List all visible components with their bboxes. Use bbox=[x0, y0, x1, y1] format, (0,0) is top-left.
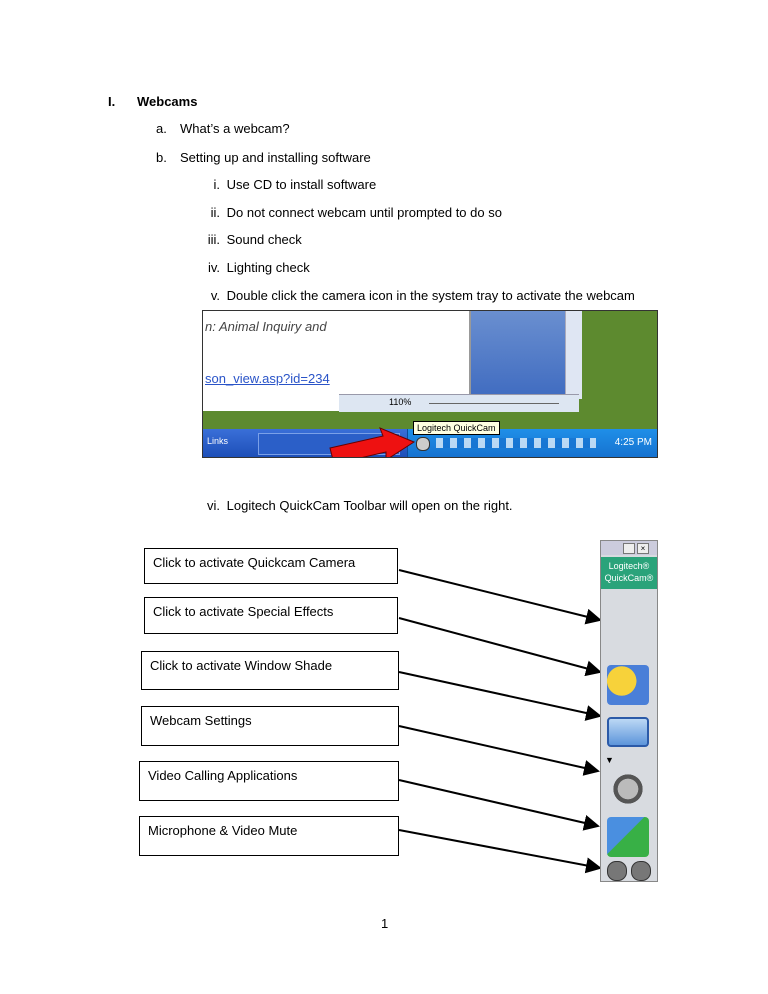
minimize-icon[interactable] bbox=[623, 543, 635, 554]
callout-window-shade: Click to activate Window Shade bbox=[141, 651, 399, 690]
zoom-level: 110% bbox=[389, 397, 412, 407]
list-item: i. Use CD to install software bbox=[213, 177, 377, 192]
gear-icon[interactable] bbox=[607, 769, 649, 809]
doc-text: n: Animal Inquiry and bbox=[205, 319, 327, 334]
expand-icon[interactable]: ▼ bbox=[605, 755, 614, 765]
quickcam-camera-button[interactable] bbox=[607, 611, 649, 651]
tooltip: Logitech QuickCam bbox=[413, 421, 500, 435]
callout-camera: Click to activate Quickcam Camera bbox=[144, 548, 398, 584]
callout-settings: Webcam Settings bbox=[141, 706, 399, 746]
window-shade-button[interactable] bbox=[607, 717, 649, 747]
video-calling-button[interactable] bbox=[607, 817, 649, 857]
toolbar-titlebar bbox=[601, 541, 657, 555]
section-title: Webcams bbox=[137, 94, 198, 109]
page-number: 1 bbox=[381, 916, 389, 931]
list-item: a. What’s a webcam? bbox=[156, 121, 290, 136]
list-item: ii. Do not connect webcam until prompted to do so bbox=[210, 205, 502, 220]
video-mute-icon[interactable] bbox=[631, 861, 651, 881]
arrow-effects bbox=[399, 618, 600, 672]
close-icon[interactable]: × bbox=[637, 543, 649, 554]
clock: 4:25 PM bbox=[614, 437, 652, 448]
list-item: vi. Logitech QuickCam Toolbar will open on the right. bbox=[207, 498, 513, 513]
arrow-video-calling bbox=[399, 780, 598, 826]
callout-effects: Click to activate Special Effects bbox=[144, 597, 398, 634]
callout-video-calling: Video Calling Applications bbox=[139, 761, 399, 801]
list-item: iv. Lighting check bbox=[207, 260, 310, 275]
arrow-window-shade bbox=[399, 672, 600, 716]
arrow-settings bbox=[399, 726, 598, 771]
links-label: Links bbox=[207, 436, 229, 446]
arrow-camera bbox=[399, 570, 600, 620]
arrow-mute bbox=[399, 830, 600, 868]
microphone-mute-icon[interactable] bbox=[607, 861, 627, 881]
quickcam-toolbar bbox=[600, 540, 658, 882]
special-effects-button[interactable] bbox=[607, 665, 649, 705]
list-item: v. Double click the camera icon in the system tray to activate the webcam bbox=[210, 288, 635, 303]
callout-mute: Microphone & Video Mute bbox=[139, 816, 399, 856]
list-item: b. Setting up and installing software bbox=[156, 150, 371, 165]
doc-link: son_view.asp?id=234 bbox=[205, 371, 330, 386]
list-item: iii. Sound check bbox=[207, 232, 302, 247]
logitech-logo: Logitech® QuickCam® bbox=[601, 557, 657, 589]
section-numeral: I. bbox=[108, 94, 116, 109]
